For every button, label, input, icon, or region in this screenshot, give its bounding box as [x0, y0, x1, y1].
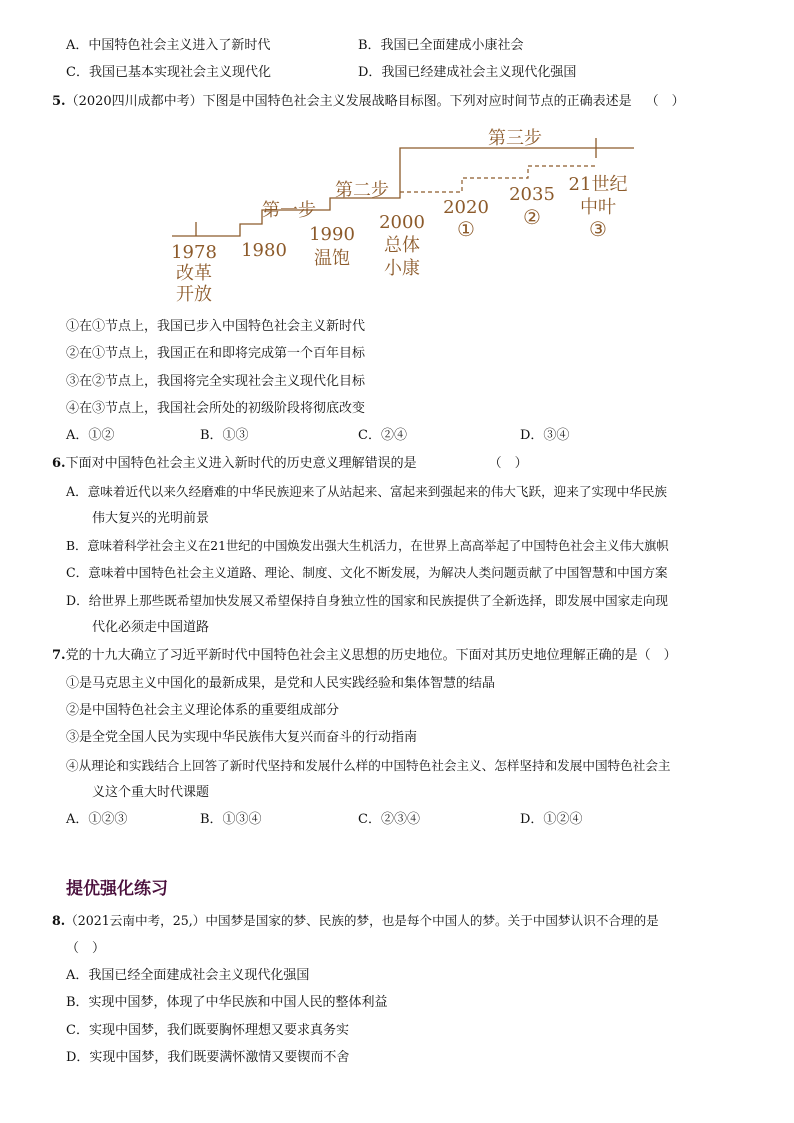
q8-option-b: B．实现中国梦，体现了中华民族和中国人民的整体利益 — [66, 995, 388, 1010]
node-1978-year: 1978 — [171, 242, 217, 263]
q7-statement-2: ②是中国特色社会主义理论体系的重要组成部分 — [66, 703, 340, 718]
q7-option-a: A．①②③ — [66, 812, 128, 827]
q7-statement-3: ③是全党全国人民为实现中华民族伟大复兴而奋斗的行动指南 — [66, 730, 418, 745]
q6-option-c: C．意味着中国特色社会主义道路、理论、制度、文化不断发展，为解决人类问题贡献了中国智慧和中国方案 — [66, 565, 668, 580]
node-1990-label: 温饱 — [314, 248, 350, 269]
section-title: 提优强化练习 — [66, 879, 168, 899]
q7-option-d: D．①②④ — [520, 812, 583, 827]
node-21c-label1: 21世纪 — [568, 174, 628, 195]
q7-number: 7. — [52, 648, 66, 663]
q5-option-b: B．①③ — [200, 428, 249, 443]
label-step3: 第三步 — [488, 128, 542, 149]
q7-statement-4-line1: ④从理论和实践结合上回答了新时代坚持和发展什么样的中国特色社会主义、怎样坚持和发展中国特色社会主 — [66, 758, 671, 773]
q7-stem-text: 党的十九大确立了习近平新时代中国特色社会主义思想的历史地位。下面对其历史地位理解正确的是（ ） — [65, 648, 677, 663]
q6-option-a-line2: 伟大复兴的光明前景 — [92, 511, 210, 526]
node-2035-mark: ② — [523, 205, 541, 229]
label-step2: 第二步 — [335, 180, 389, 201]
q5-statement-3: ③在②节点上，我国将完全实现社会主义现代化目标 — [66, 374, 366, 389]
q6-option-d-line1: D．给世界上那些既希望加快发展又希望保持自身独立性的国家和民族提供了全新选择，即发展中国家走向现 — [66, 593, 669, 608]
node-21c-label2: 中叶 — [580, 197, 616, 218]
q5-statement-4: ④在③节点上，我国社会所处的初级阶段将彻底改变 — [66, 401, 366, 416]
node-2020-year: 2020 — [443, 197, 489, 218]
node-21c-mark: ③ — [589, 217, 607, 241]
q6-option-d-line2: 代化必须走中国道路 — [92, 620, 210, 635]
q8-answer-paren: （ ） — [66, 941, 106, 956]
q7-statement-1: ①是马克思主义中国化的最新成果，是党和人民实践经验和集体智慧的结晶 — [66, 676, 496, 691]
q4-option-c: C．我国已基本实现社会主义现代化 — [66, 65, 271, 80]
node-2000-year: 2000 — [379, 212, 425, 233]
q6-number: 6. — [52, 456, 66, 471]
q6-option-b: B．意味着科学社会主义在21世纪的中国焕发出强大生机活力，在世界上高高举起了中国特色社会主义伟大旗帜 — [66, 539, 669, 553]
q5-statement-1: ①在①节点上，我国已步入中国特色社会主义新时代 — [66, 319, 366, 334]
q6-answer-paren: （ ） — [488, 456, 528, 471]
label-step1: 第一步 — [262, 200, 316, 221]
node-1980-year: 1980 — [241, 240, 287, 261]
q7-statement-4-line2: 义这个重大时代课题 — [92, 785, 210, 800]
q5-option-c: C．②④ — [358, 428, 407, 443]
q5-number: 5. — [52, 94, 66, 109]
q6-option-a-line1: A．意味着近代以来久经磨难的中华民族迎来了从站起来、富起来到强起来的伟大飞跃，迎来了实现中华民族 — [66, 484, 668, 499]
node-2035-year: 2035 — [509, 184, 555, 205]
q5-stem — [52, 93, 685, 111]
q8-option-a: A．我国已经全面建成社会主义现代化强国 — [66, 968, 310, 983]
node-1990-year: 1990 — [309, 224, 355, 245]
q8-option-c: C．实现中国梦，我们既要胸怀理想又要求真务实 — [66, 1023, 349, 1038]
q6-stem — [52, 455, 528, 473]
q5-statement-2: ②在①节点上，我国正在和即将完成第一个百年目标 — [66, 346, 366, 361]
node-2020-mark: ① — [457, 217, 475, 241]
q4-option-d: D．我国已经建成社会主义现代化强国 — [358, 65, 577, 80]
q5-option-d: D．③④ — [520, 428, 570, 443]
q7-option-b: B．①③④ — [200, 812, 262, 827]
node-1978-label1: 改革 — [176, 263, 212, 284]
q5-option-a: A．①② — [66, 428, 115, 443]
q8-stem-text: （2021云南中考，25,）中国梦是国家的梦、民族的梦，也是每个中国人的梦。关于中国梦认识不合理的是 — [65, 913, 659, 928]
strategy-goal-diagram — [160, 118, 640, 308]
q7-stem — [52, 647, 677, 665]
q4-option-a: A．中国特色社会主义进入了新时代 — [66, 38, 271, 53]
q8-number: 8. — [52, 913, 66, 928]
node-2000-label2: 小康 — [384, 258, 420, 279]
q6-stem-text: 下面对中国特色社会主义进入新时代的历史意义理解错误的是 — [65, 456, 417, 471]
q5-answer-paren: （ ） — [645, 94, 685, 109]
q8-stem — [52, 912, 659, 930]
q4-option-b: B．我国已全面建成小康社会 — [358, 38, 524, 53]
q5-stem-text: （2020四川成都中考）下图是中国特色社会主义发展战略目标图。下列对应时间节点的正确表述是 — [65, 94, 632, 109]
q8-option-d: D．实现中国梦，我们既要满怀激情又要锲而不舍 — [66, 1050, 350, 1065]
node-1978-label2: 开放 — [176, 284, 212, 305]
node-2000-label1: 总体 — [384, 235, 420, 256]
q7-option-c: C．②③④ — [358, 812, 420, 827]
